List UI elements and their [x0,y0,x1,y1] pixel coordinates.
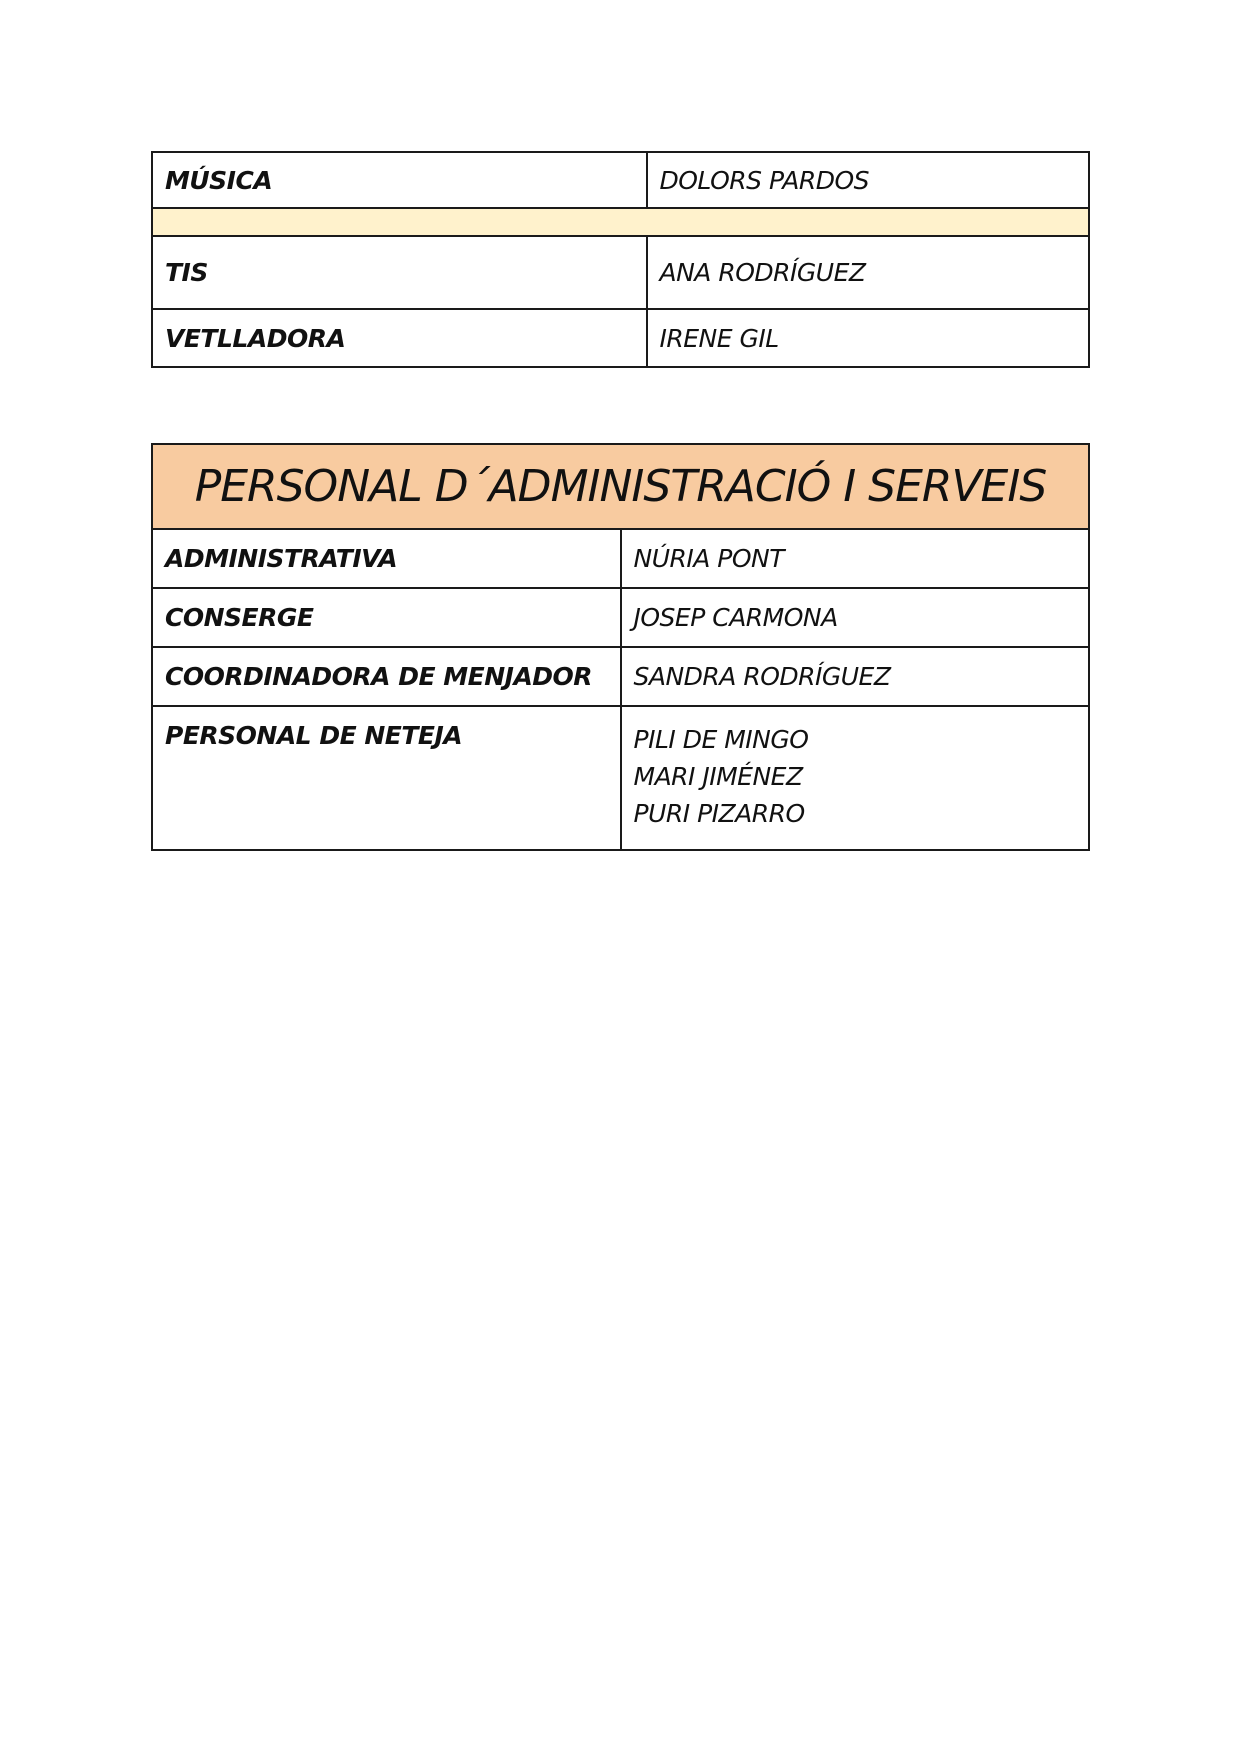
role-cell: TIS [152,236,647,309]
name-list-cell [621,706,1090,850]
name-cell: SANDRA RODRÍGUEZ [621,647,1090,706]
role-cell: CONSERGE [152,588,621,647]
name-cell: NÚRIA PONT [621,529,1090,588]
table-row [152,236,1089,309]
name-cell: JOSEP CARMONA [621,588,1090,647]
role-cell: COORDINADORA DE MENJADOR [152,647,621,706]
spacer-cell [152,208,1089,236]
table-spacer-row [152,208,1089,236]
table-row [152,309,1089,367]
table-row [152,706,1089,850]
name-cell: ANA RODRÍGUEZ [647,236,1090,309]
name-cell: DOLORS PARDOS [647,152,1090,208]
role-cell: MÚSICA [152,152,647,208]
table-row [152,588,1089,647]
table-row [152,647,1089,706]
name-line: PURI PIZARRO [633,799,805,828]
name-cell: IRENE GIL [647,309,1090,367]
staff-table-teachers [151,151,1090,368]
table-row [152,152,1089,208]
name-line: MARI JIMÉNEZ [633,762,803,791]
staff-table-admin-services [151,443,1090,851]
table-row [152,529,1089,588]
role-cell: ADMINISTRATIVA [152,529,621,588]
role-cell: VETLLADORA [152,309,647,367]
name-line: PILI DE MINGO [633,725,809,754]
role-cell: PERSONAL DE NETEJA [152,706,621,850]
section-title: PERSONAL D´ADMINISTRACIÓ I SERVEIS [152,444,1089,529]
table-header-row [152,444,1089,529]
